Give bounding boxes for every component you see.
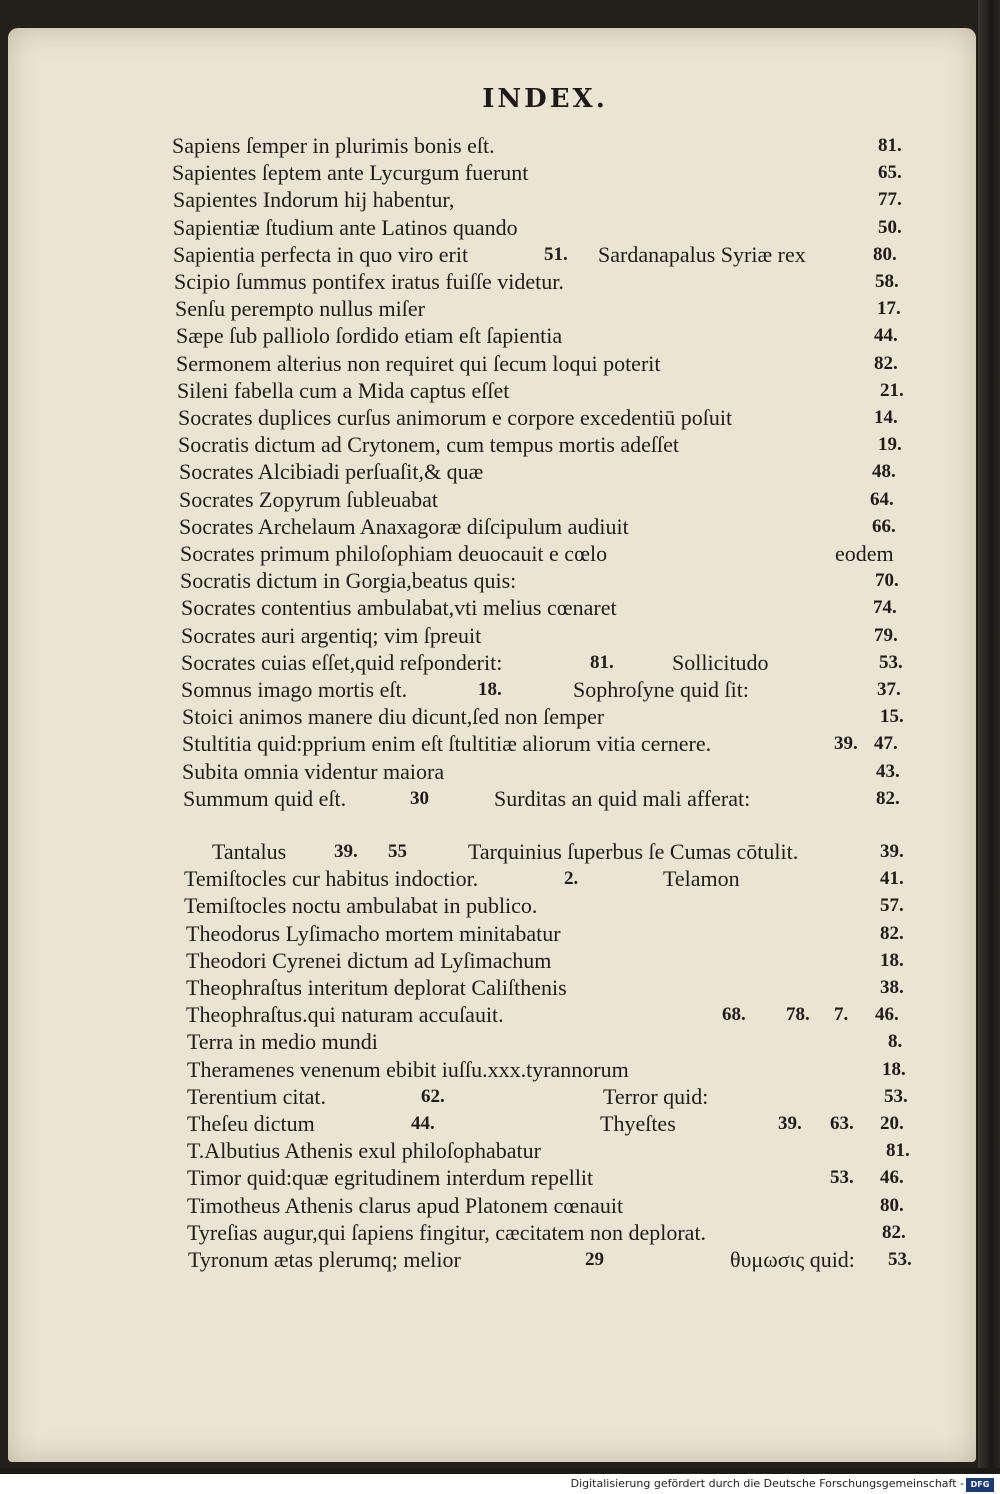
page-reference: 37. (877, 679, 901, 700)
entry-text: Sapientia perfecta in quo viro erit (173, 241, 469, 267)
entry-text: Terra in medio mundi (187, 1029, 378, 1055)
entry-text: Sardanapalus Syriæ rex (598, 241, 806, 267)
index-entry (0, 1083, 960, 1111)
entry-text: Socrates auri argentiq; vim ſpreuit (181, 622, 482, 648)
index-entry (0, 1137, 960, 1165)
index-entry (0, 1056, 960, 1084)
page-reference: 64. (870, 488, 894, 510)
page-reference: 55 (388, 841, 407, 862)
book-binding-edge (978, 0, 1000, 1468)
page-reference: 82. (874, 352, 898, 374)
page-reference: 68. (722, 1004, 746, 1026)
index-entry (0, 377, 960, 405)
page-reference: 53. (879, 651, 903, 673)
page-reference: 18. (880, 949, 904, 971)
entry-text: Sermonem alterius non requiret qui ſecum loqui poterit (176, 350, 661, 376)
page-reference: 39. (334, 841, 358, 862)
index-entry (0, 947, 960, 975)
page-reference: 53. (884, 1085, 908, 1107)
entry-text: Sapiens ſemper in plurimis bonis eſt. (172, 133, 495, 158)
entry-text: Thyeſtes (600, 1111, 676, 1136)
page-reference: 50. (878, 216, 902, 238)
page-reference: 30 (410, 787, 429, 809)
entry-text: Tarquinius ſuperbus ſe Cumas cōtulit. (468, 839, 799, 864)
entry-text: Theodori Cyrenei dictum ad Lyſimachum (186, 947, 552, 973)
entry-text: Senſu perempto nullus miſer (175, 296, 425, 322)
index-entry (0, 322, 960, 350)
index-entry (0, 1192, 960, 1220)
digitization-footer (0, 1474, 1000, 1494)
index-entry (0, 838, 960, 866)
entry-text: Sapientes Indorum hĳ habentur, (173, 187, 455, 213)
index-entry (0, 1164, 960, 1192)
entry-text: Sapientiæ ſtudium ante Latinos quando (173, 214, 518, 240)
entry-text: Theramenes venenum ebibit iuſſu.xxx.tyrannorum (187, 1056, 629, 1082)
page-reference: 18. (882, 1058, 906, 1080)
index-entry (0, 703, 960, 731)
entry-text: Tyreſias augur,qui ſapiens fingitur, cæcitatem non deplorat. (187, 1219, 707, 1245)
page-reference: 81. (878, 135, 902, 156)
entry-text: Temiſtocles cur habitus indoctior. (184, 866, 479, 892)
page-reference: 81. (590, 651, 614, 673)
footer-credit-text: Digitalisierung gefördert durch die Deutsche Forschungsgemeinschaft - (570, 1477, 964, 1490)
page-reference: 74. (873, 597, 897, 619)
entry-text: T.Albutius Athenis exul philoſophabatur (187, 1138, 541, 1164)
page-reference: 2. (564, 868, 579, 890)
page-reference: 48. (872, 461, 896, 483)
entry-text: Socrates Alcibiadi perſuaſit,& quæ (179, 459, 484, 485)
entry-text: Tyronum ætas plerumq; melior (188, 1247, 461, 1272)
page-reference: 70. (875, 570, 899, 592)
index-entry (0, 730, 960, 758)
index-entry (0, 758, 960, 786)
index-entry (0, 268, 960, 296)
index-entry (0, 540, 960, 568)
page-reference: 8. (888, 1031, 903, 1053)
index-entry (0, 785, 960, 813)
page-reference: 39. (778, 1113, 802, 1134)
index-entry (0, 486, 960, 514)
index-entry (0, 1028, 960, 1056)
entry-text: Stoici animos manere diu dicunt,ſed non ſemper (182, 704, 605, 730)
index-entry (0, 649, 960, 677)
page-reference: 39. (834, 733, 858, 755)
index-entry (0, 132, 960, 160)
entry-text: Socratis dictum in Gorgia,beatus quis: (180, 568, 517, 594)
page-reference: 15. (880, 706, 904, 728)
page-reference: 80. (880, 1194, 904, 1216)
index-entry (0, 676, 960, 704)
index-entry (0, 865, 960, 893)
dfg-logo: DFG (966, 1478, 994, 1492)
entry-text: Surditas an quid mali afferat: (494, 785, 751, 811)
index-entry (0, 513, 960, 541)
page-reference: 44. (874, 325, 898, 347)
page-reference: 14. (874, 407, 898, 428)
page-reference: 65. (878, 162, 902, 184)
page-reference: 62. (421, 1085, 445, 1107)
page-reference: 44. (411, 1113, 435, 1134)
page-reference: 66. (872, 515, 896, 537)
index-entry (0, 892, 960, 920)
page-reference: 17. (877, 298, 901, 320)
page-reference: 29 (585, 1249, 604, 1270)
index-entry (0, 431, 960, 459)
page-reference: 38. (880, 977, 904, 998)
page-reference: 43. (876, 760, 900, 782)
entry-text: Theophraſtus interitum deplorat Caliſthenis (186, 975, 567, 1000)
entry-text: Theodorus Lyſimacho mortem minitabatur (186, 920, 561, 946)
page-reference: 46. (875, 1004, 899, 1026)
entry-text: Socrates contentius ambulabat,vti melius cœnaret (181, 595, 617, 621)
entry-text: Summum quid eſt. (183, 785, 347, 811)
page-reference: 19. (878, 434, 902, 456)
index-entry (0, 404, 960, 432)
entry-text: θυμωσις quid: (730, 1247, 855, 1272)
page-reference: 78. (786, 1004, 810, 1026)
entry-text: Socratis dictum ad Crytonem, cum tempus mortis adeſſet (178, 432, 680, 458)
page-reference: 39. (880, 841, 904, 862)
index-entry (0, 458, 960, 486)
entry-text: Tantalus (212, 839, 287, 864)
page-reference: 79. (874, 624, 898, 646)
entry-text: Timor quid:quæ egritudinem interdum repellit (187, 1165, 594, 1191)
entry-text: Somnus imago mortis eſt. (181, 677, 408, 702)
entry-text: Stultitia quid:pprium enim eſt ſtultitiæ aliorum vitia cernere. (182, 731, 712, 757)
index-entry (0, 1246, 960, 1274)
entry-text: Sileni fabella cum a Mida captus eſſet (177, 377, 510, 403)
entry-text: Temiſtocles noctu ambulabat in publico. (184, 893, 538, 919)
entry-text: Terror quid: (603, 1083, 709, 1109)
page-reference: 82. (876, 787, 900, 809)
entry-text: Timotheus Athenis clarus apud Platonem cœnauit (187, 1192, 624, 1218)
entry-text: Theſeu dictum (187, 1111, 315, 1136)
page-reference: 53. (888, 1249, 912, 1270)
index-entry (0, 214, 960, 242)
page-reference: 21. (880, 379, 904, 401)
page-title: INDEX. (482, 84, 608, 114)
index-entry (0, 295, 960, 323)
page-reference: 63. (830, 1113, 854, 1134)
page-reference: 82. (882, 1221, 906, 1243)
page-reference: 81. (886, 1140, 910, 1162)
page-reference: 58. (875, 271, 899, 292)
entry-text: Sæpe ſub palliolo ſordido etiam eſt ſapientia (176, 323, 563, 349)
entry-text: Socrates duplices curſus animorum e corpore excedentiū poſuit (178, 405, 733, 430)
page-reference: 46. (880, 1167, 904, 1189)
page-reference: 7. (834, 1004, 849, 1026)
index-entry (0, 1001, 960, 1029)
page-reference: 20. (880, 1113, 904, 1134)
page-reference: 53. (830, 1167, 854, 1189)
page-reference: 57. (880, 895, 904, 917)
index-entry (0, 350, 960, 378)
index-entry (0, 594, 960, 622)
entry-text: Theophraſtus.qui naturam accuſauit. (186, 1002, 504, 1028)
entry-text: eodem (835, 541, 894, 566)
index-entry (0, 241, 960, 269)
entry-text: Socrates Zopyrum ſubleuabat (179, 486, 439, 512)
entry-text: Socrates cuias eſſet,quid reſponderit: (181, 649, 503, 675)
entry-text: Sophroſyne quid ſit: (573, 677, 749, 702)
entry-text: Telamon (663, 866, 740, 892)
index-entry (0, 622, 960, 650)
index-entry (0, 186, 960, 214)
entry-text: Scipio ſummus pontifex iratus fuiſſe videtur. (174, 269, 564, 294)
entry-text: Sollicitudo (672, 649, 769, 675)
page-reference: 82. (880, 922, 904, 944)
page-reference: 80. (873, 243, 897, 265)
entry-text: Socrates primum philoſophiam deuocauit e cœlo (180, 541, 608, 566)
index-entry (0, 567, 960, 595)
entry-text: Sapientes ſeptem ante Lycurgum fuerunt (172, 160, 529, 186)
entry-text: Socrates Archelaum Anaxagoræ diſcipulum audiuit (179, 513, 629, 539)
entry-text: Terentium citat. (187, 1083, 326, 1109)
page-reference: 41. (880, 868, 904, 890)
index-entry (0, 974, 960, 1002)
index-entry (0, 920, 960, 948)
page-reference: 18. (478, 679, 502, 700)
page-reference: 47. (874, 733, 898, 755)
page-reference: 77. (878, 189, 902, 211)
index-entry (0, 1110, 960, 1138)
entry-text: Subita omnia videntur maiora (182, 758, 445, 784)
index-entry (0, 1219, 960, 1247)
page-reference: 51. (544, 243, 568, 265)
index-entry (0, 159, 960, 187)
